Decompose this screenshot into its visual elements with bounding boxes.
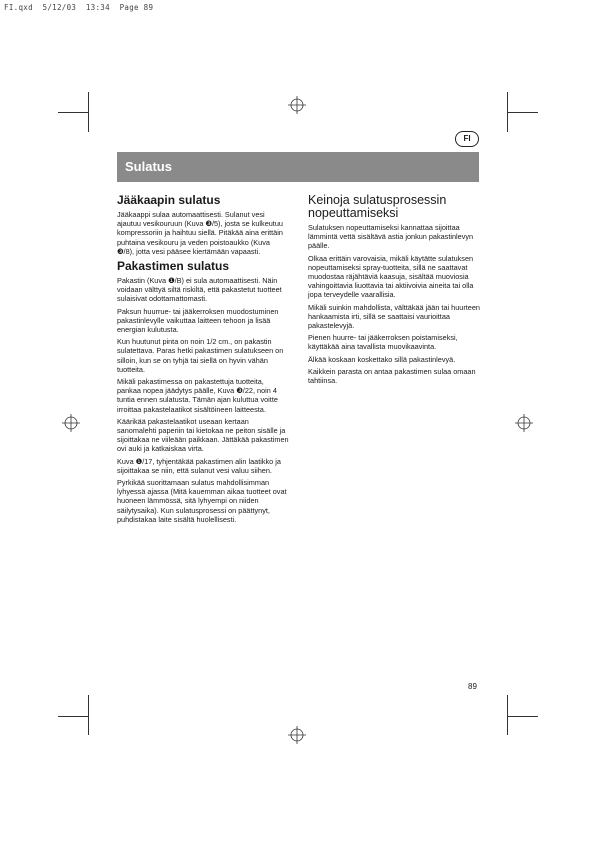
paragraph: Sulatuksen nopeuttamiseksi kannattaa sijoittaa lämmintä vettä sisältävä astia jonkun pakastinlevyn päälle.	[308, 223, 474, 251]
crop-mark	[88, 695, 89, 735]
section-title: Sulatus	[125, 159, 172, 174]
paragraph: Pienen huurre- tai jääkerroksen poistamiseksi, käyttäkää aina tavallista muovikaavinta.	[308, 333, 458, 352]
paragraph: Kun huutunut pinta on noin 1/2 cm., on pakastin sulatettava. Paras hetki pakastimen sulatukseen on silloin, kun se on tyhjä tai siellä on hyvin vähän tuotteita.	[117, 337, 284, 374]
paragraph: Pyrkikää suorittamaan sulatus mahdollisimman lyhyessä ajassa (Mitä kauemman aikaa tuotteet ovat huoneen lämmössä, sitä lyhyempi on niiden säilytysaika). Kun sulatusprosessi on päättynyt, puhdistakaa laite sisältä huolellisesti.	[117, 478, 287, 524]
heading-fridge-defrost: Jääkaapin sulatus	[117, 193, 221, 207]
left-column	[117, 194, 289, 527]
paragraph: Älkää koskaan koskettako sillä pakastinlevyä.	[308, 354, 456, 364]
heading-speed-up-defrost: Keinoja sulatusprosessin nopeuttamiseksi	[308, 193, 447, 220]
crop-mark	[507, 695, 508, 735]
paragraph: Kuva ❶/17, tyhjentäkää pakastimen alin laatikko ja sijoittakaa se niin, että sulanut vesi valuu siihen.	[117, 456, 281, 475]
crop-mark	[58, 716, 88, 717]
right-column	[308, 194, 480, 388]
paragraph: Olkaa erittäin varovaisia, mikäli käytätte sulatuksen nopeuttamiseksi spray-tuotteita, sillä ne saattavat muodostaa räjähtäviä kaasuja, sisältää muoviosia vahingoittavia liuottavia tai aktiivoivia aineita tai olla jopa terveydelle vaarallisia.	[308, 253, 474, 300]
crop-mark	[58, 112, 88, 113]
paragraph: Käärikää pakastelaatikot useaan kertaan sanomalehti paperiin tai kietokaa ne peiton sisälle ja sijoittakaa ne viileään paikkaan. Jättäkää pakastimen ovi auki ja katkaiskaa virta.	[117, 416, 289, 454]
page-number: 89	[468, 682, 477, 691]
paragraph: Kaikkein parasta on antaa pakastimen sulaa omaan tahtiinsa.	[308, 366, 476, 386]
registration-mark-icon	[288, 726, 306, 744]
print-slug: FI.qxd 5/12/03 13:34 Page 89	[4, 3, 154, 12]
registration-mark-icon	[62, 414, 80, 432]
section-banner	[117, 152, 479, 182]
paragraph: Pakastin (Kuva ❶/B) ei sula automaattisesti. Näin voidaan välttyä siltä riskiltä, että pakastetut tuotteet sulaisivat odottamattomasti.	[117, 276, 282, 304]
paragraph: Jääkaappi sulaa automaattisesti. Sulanut vesi ajautuu vesikouruun (Kuva ❸/5), josta se kulkeutuu kompressoriin ja haihtuu siellä. Pitäkää aina erittäin puhtaina vesikouru ja veden poistoaukko (Kuva ❸/8), jotta vesi pääsee kiertämään vapaasti.	[117, 210, 283, 256]
paragraph: Mikäli suinkin mahdollista, välttäkää jään tai huurteen hankaamista irti, sillä se saattaisi vaurioittaa pakastelevyjä.	[308, 302, 480, 331]
crop-mark	[508, 112, 538, 113]
heading-freezer-defrost: Pakastimen sulatus	[117, 259, 230, 274]
paragraph: Paksun huurrue- tai jääkerroksen muodostuminen pakastinlevylle vaikuttaa laitteen tehoon ja lisää energian kulutusta.	[117, 306, 279, 335]
registration-mark-icon	[288, 96, 306, 114]
paragraph: Mikäli pakastimessa on pakastettuja tuotteita, pankaa nopea jäädytys päälle, Kuva ❸/22, noin 4 tuntia ennen sulatusta. Tämän ajan kuluttua voitte irroittaa pakastelaatikot sisältöineen laitteesta.	[117, 377, 278, 414]
crop-mark	[508, 716, 538, 717]
language-badge: FI	[455, 131, 479, 147]
crop-mark	[88, 92, 89, 132]
registration-mark-icon	[515, 414, 533, 432]
